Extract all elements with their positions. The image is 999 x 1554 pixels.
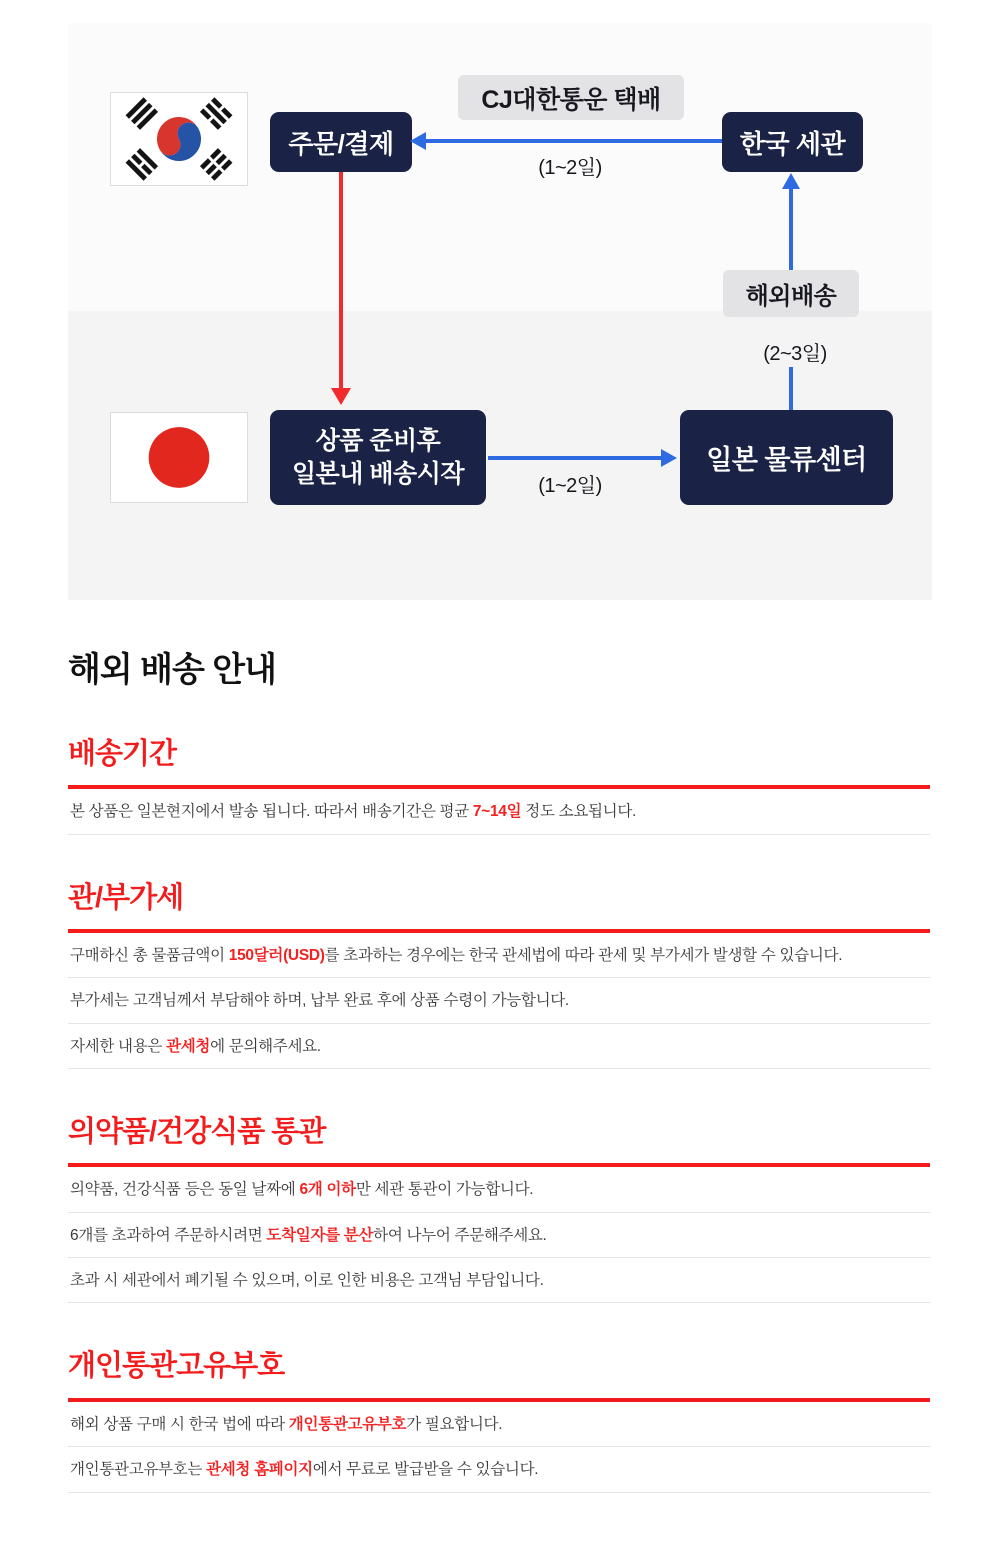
- section-personal-customs-code: [68, 1350, 930, 1492]
- info-paragraph: 6개를 초과하여 주문하시려면 도착일자를 분산하여 나누어 주문해주세요.: [68, 1213, 930, 1258]
- node-prepare-and-ship: [270, 410, 486, 505]
- section-heading-customs-vat: 관/부가세: [68, 881, 184, 914]
- section-customs-vat: [68, 882, 930, 1069]
- page-title: 해외 배송 안내: [68, 651, 276, 689]
- duration-japan-leg: (1~2일): [538, 475, 602, 497]
- node-japan-logistics-center: 일본 물류센터: [680, 410, 893, 505]
- info-paragraph: 초과 시 세관에서 폐기될 수 있으며, 이로 인한 비용은 고객님 부담입니다.: [68, 1258, 930, 1303]
- label-overseas-shipping: 해외배송: [723, 270, 859, 317]
- arrow-left-head-icon: [410, 132, 426, 150]
- info-paragraph: 본 상품은 일본현지에서 발송 됩니다. 따라서 배송기간은 평균 7~14일 정도 소요됩니다.: [68, 789, 930, 834]
- section-heading-medicine-customs: 의약품/건강식품 통관: [68, 1115, 326, 1148]
- section-heading-shipping-period: 배송기간: [68, 737, 177, 770]
- shipping-flow-diagram: [68, 23, 932, 600]
- prepare-line-1: 상품 준비후: [315, 426, 441, 455]
- info-paragraph: 의약품, 건강식품 등은 동일 날짜에 6개 이하만 세관 통관이 가능합니다.: [68, 1167, 930, 1212]
- prepare-line-2: 일본내 배송시작: [292, 459, 464, 488]
- arrow-prepare-to-center-line: [488, 456, 663, 460]
- info-paragraph: 개인통관고유부호는 관세청 홈페이지에서 무료로 발급받을 수 있습니다.: [68, 1447, 930, 1492]
- japan-flag-icon: [110, 412, 248, 503]
- arrow-customs-to-order-line: [426, 139, 722, 143]
- duration-customs-to-order: (1~2일): [538, 157, 602, 179]
- section-medicine-customs: [68, 1116, 930, 1303]
- section-shipping-period: [68, 738, 930, 835]
- info-paragraph: 부가세는 고객님께서 부담해야 하며, 납부 완료 후에 상품 수령이 가능합니다.: [68, 978, 930, 1023]
- south-korea-flag-icon: [110, 92, 248, 186]
- info-paragraph: 구매하신 총 물품금액이 150달러(USD)를 초과하는 경우에는 한국 관세법에 따라 관세 및 부가세가 발생할 수 있습니다.: [68, 933, 930, 978]
- connector-center-to-overseas-line: [789, 367, 793, 410]
- section-heading-personal-customs-code: 개인통관고유부호: [68, 1350, 285, 1383]
- shipping-guide-content: [68, 600, 930, 1493]
- arrow-overseas-to-customs-line: [789, 187, 793, 270]
- info-paragraph: 자세한 내용은 관세청에 문의해주세요.: [68, 1024, 930, 1069]
- info-paragraph: 해외 상품 구매 시 한국 법에 따라 개인통관고유부호가 필요합니다.: [68, 1402, 930, 1447]
- arrow-order-to-prepare-line: [339, 172, 343, 388]
- arrow-right-head-icon: [661, 449, 677, 467]
- arrow-down-head-icon: [331, 388, 351, 405]
- label-cj-courier: CJ대한통운 택배: [458, 75, 684, 120]
- arrow-up-head-icon: [782, 173, 800, 189]
- node-korea-customs: 한국 세관: [722, 112, 863, 172]
- duration-overseas-leg: (2~3일): [763, 343, 827, 365]
- node-order-payment: 주문/결제: [270, 112, 412, 172]
